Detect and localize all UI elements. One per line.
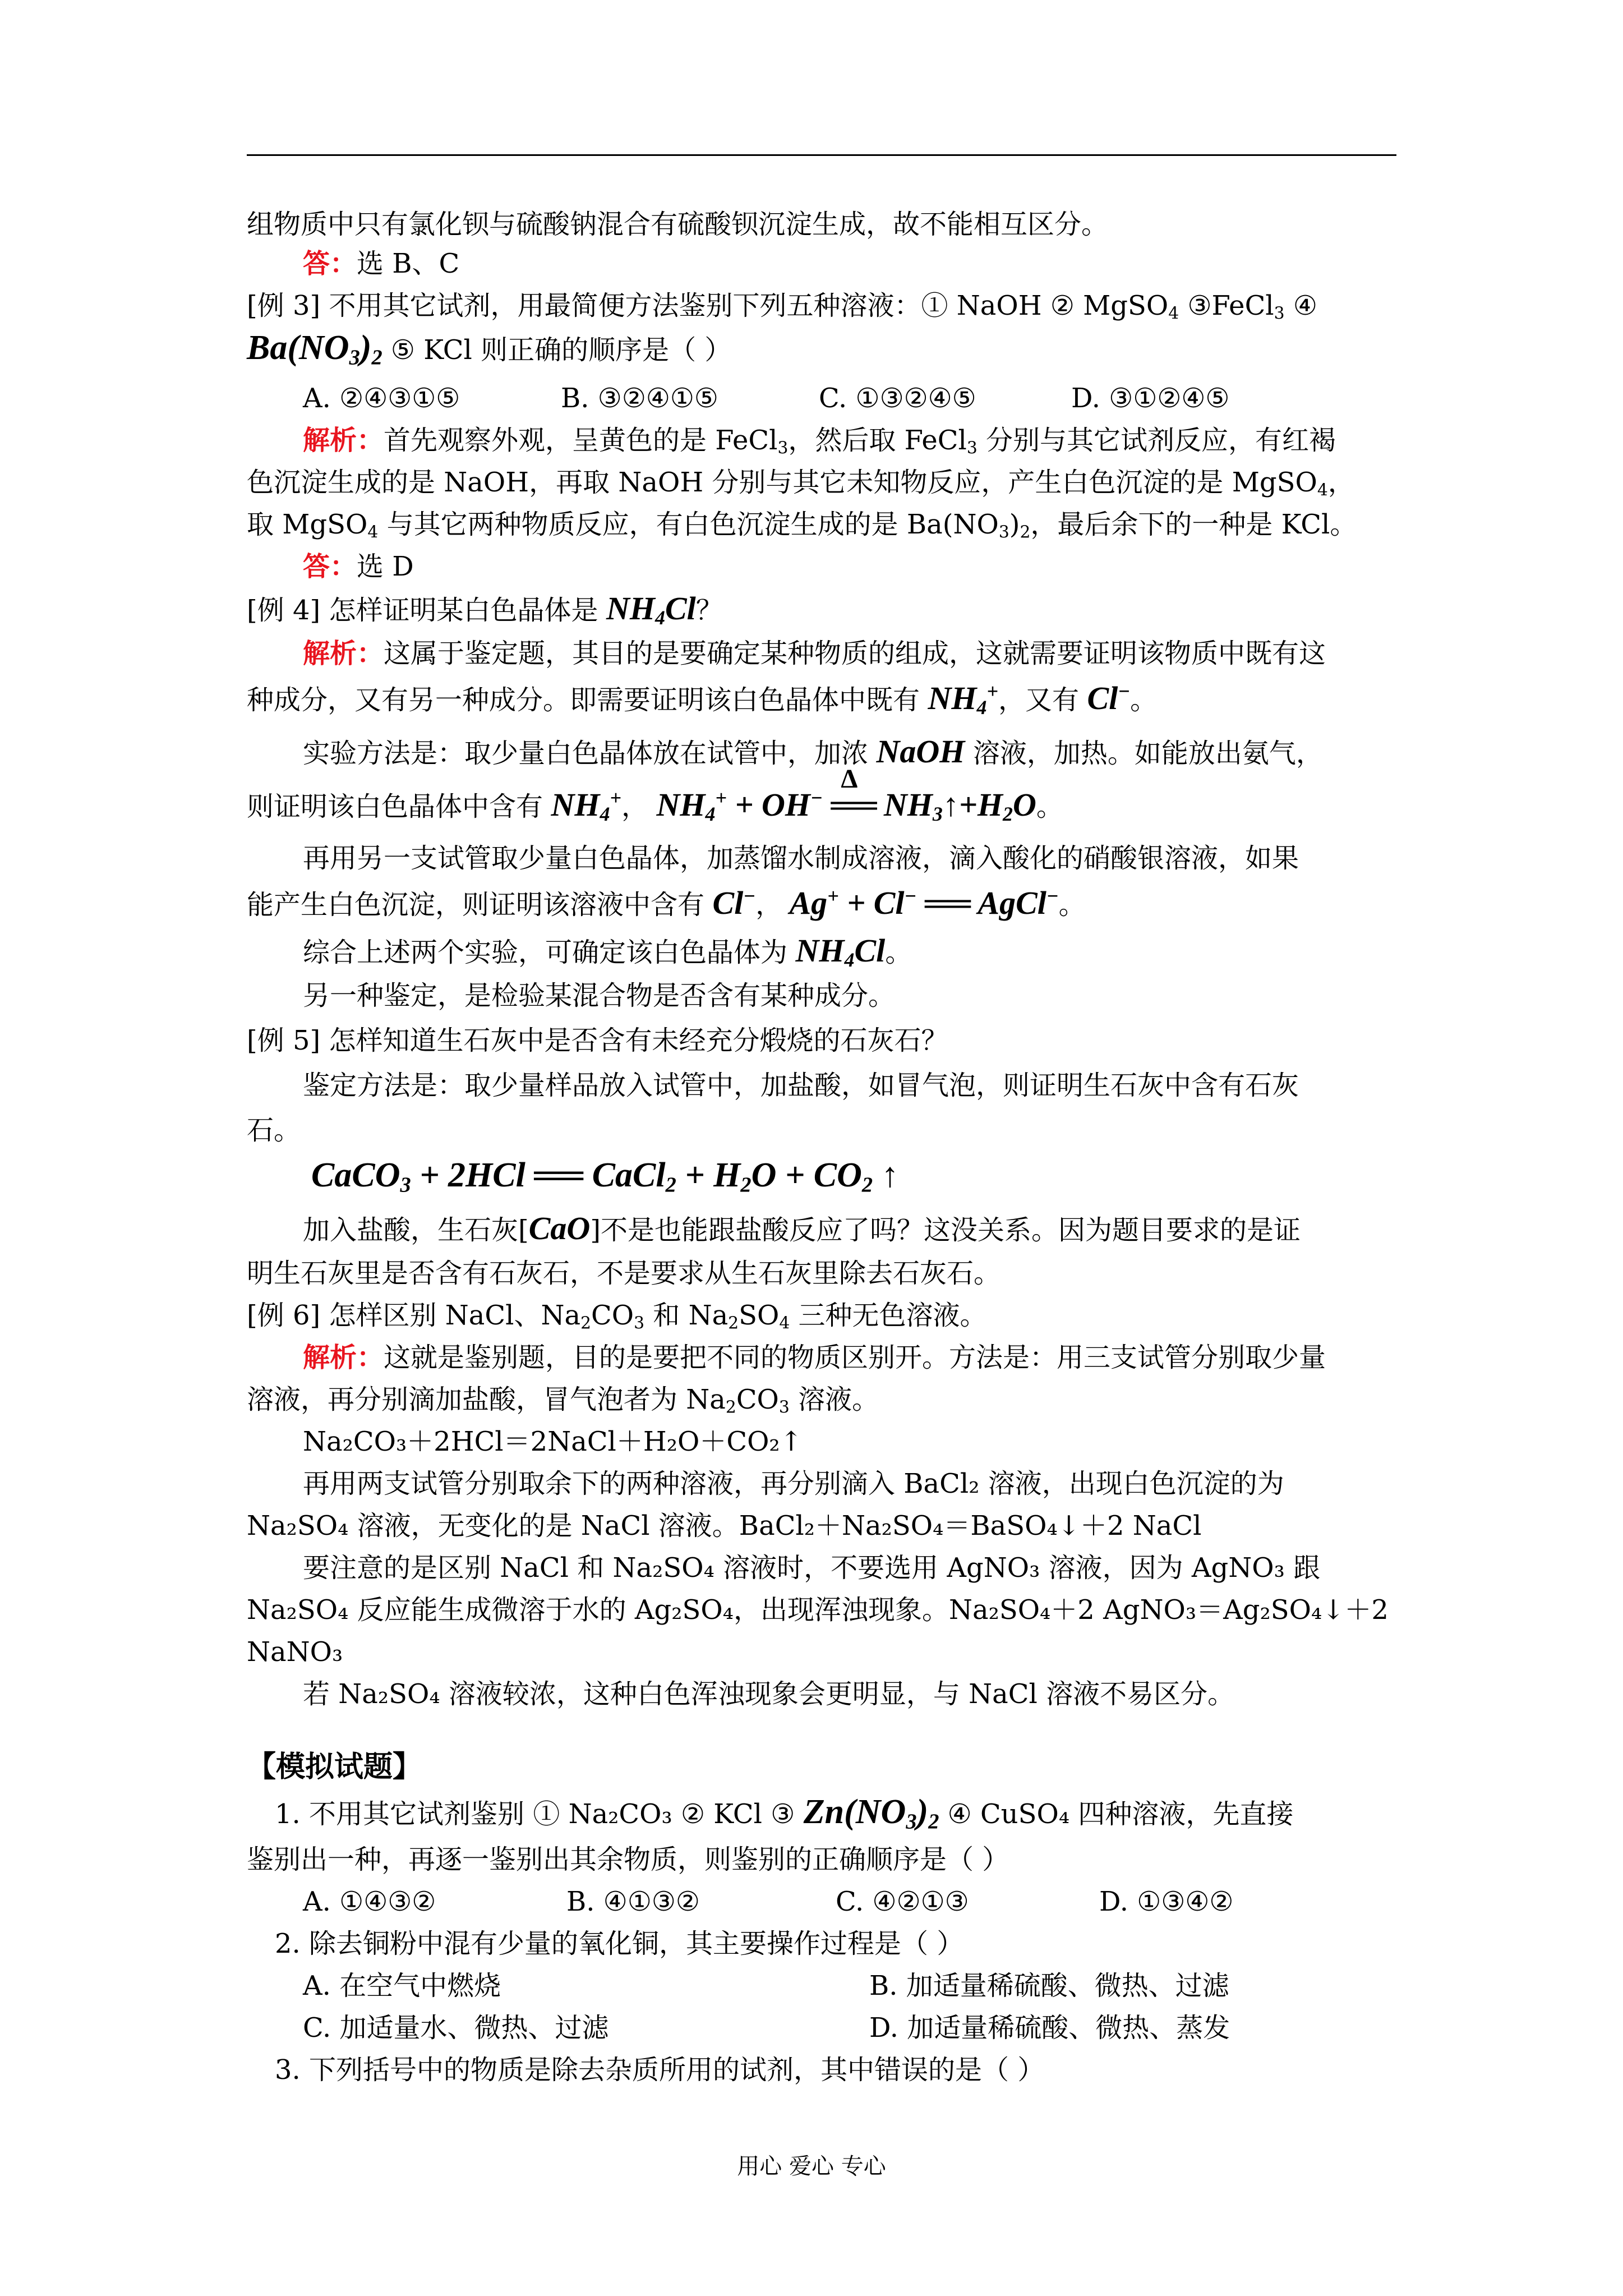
answer-line: 答：选 D (303, 551, 414, 582)
example-3-analysis: 解析：首先观察外观，呈黄色的是 FeCl$_3$，然后取 FeCl$_3$ 分别与其它试剂反应，有红褐 (303, 425, 1336, 458)
question-3: 3. 下列括号中的物质是除去杂质所用的试剂，其中错误的是（ ） (275, 2054, 1045, 2086)
section-heading: 【模拟试题】 (247, 1750, 422, 1784)
text-line: 综合上述两个实验，可确定该白色晶体为 $NH_4Cl$。 (303, 932, 912, 971)
equation: CaCO$_3$ + 2HCl ══ CaCl$_2$ + $H_2O + CO_2$ ↑ (311, 1156, 899, 1197)
text-line: 鉴定方法是：取少量样品放入试管中，加盐酸，如冒气泡，则证明生石灰中含有石灰 (303, 1070, 1299, 1101)
example-6-analysis: 解析：这就是鉴别题，目的是要把不同的物质区别开。方法是：用三支试管分别取少量 (303, 1342, 1326, 1373)
text-line: 明生石灰里是否含有石灰石，不是要求从生石灰里除去石灰石。 (247, 1258, 1001, 1289)
text-line: 再用两支试管分别取余下的两种溶液，再分别滴入 BaCl₂ 溶液，出现白色沉淀的为 (303, 1468, 1284, 1499)
page-footer: 用心 爱心 专心 (737, 2154, 886, 2179)
text-line: 组物质中只有氯化钡与硫酸钠混合有硫酸钡沉淀生成，故不能相互区分。 (247, 209, 1109, 240)
example-3-title-cont: $Ba(NO_3)_2$ ⑤ KCl 则正确的顺序是（ ） (247, 329, 732, 370)
text-line: 则证明该白色晶体中含有 $NH_4^+$， $NH_4^+ + OH^-$ Δ ══ $NH_3↑+H_2O$。 (247, 764, 1063, 825)
text-line: 溶液，再分别滴加盐酸，冒气泡者为 $Na_2CO_3$ 溶液。 (247, 1384, 879, 1418)
answer-line: 答：选 B、C (303, 248, 460, 279)
example-4-analysis: 解析：这属于鉴定题，其目的是要确定某种物质的组成，这就需要证明该物质中既有这 (303, 638, 1326, 669)
example-3-options: A. ②④③①⑤ B. ③②④①⑤ C. ①③②④⑤ D. ③①②④⑤ (303, 383, 1230, 414)
text-line: 鉴别出一种，再逐一鉴别出其余物质，则鉴别的正确顺序是（ ） (247, 1844, 1009, 1875)
equation: Na₂CO₃＋2HCl＝2NaCl＋H₂O＋CO₂↑ (303, 1426, 803, 1457)
text-line: 石。 (247, 1115, 301, 1146)
text-line: Na₂SO₄ 反应能生成微溶于水的 Ag₂SO₄，出现浑浊现象。Na₂SO₄＋2 AgNO₃＝Ag₂SO₄↓＋2 (247, 1594, 1389, 1626)
question-1-options: A. ①④③② B. ④①③② C. ④②①③ D. ①③④② (303, 1886, 1234, 1917)
text-line: 加入盐酸，生石灰[CaO]不是也能跟盐酸反应了吗？这没关系。因为题目要求的是证 (303, 1210, 1301, 1246)
example-5-title: [例 5] 怎样知道生石灰中是否含有未经充分煅烧的石灰石？ (247, 1025, 948, 1056)
header-rule (247, 154, 1396, 156)
text-line: 取 MgSO$_4$ 与其它两种物质反应，有白色沉淀生成的是 $Ba(NO_3)_2$，最后余下的一种是 KCl。 (247, 509, 1357, 542)
text-line: 再用另一支试管取少量白色晶体，加蒸馏水制成溶液，滴入酸化的硝酸银溶液，如果 (303, 843, 1299, 874)
text-line: 要注意的是区别 NaCl 和 Na₂SO₄ 溶液时，不要选用 AgNO₃ 溶液，因为 AgNO₃ 跟 (303, 1552, 1321, 1584)
text-line: 另一种鉴定，是检验某混合物是否含有某种成分。 (303, 980, 896, 1011)
question-2: 2. 除去铜粉中混有少量的氧化铜，其主要操作过程是（ ） (275, 1928, 964, 1959)
text-line: 种成分，又有另一种成分。即需要证明该白色晶体中既有 $NH_4^+$，又有 Cl−。 (247, 680, 1158, 719)
text-line: 实验方法是：取少量白色晶体放在试管中，加浓 NaOH 溶液，加热。如能放出氨气， (303, 733, 1323, 770)
text-line: NaNO₃ (247, 1636, 343, 1668)
question-2-options: C. 加适量水、微热、过滤 D. 加适量稀硫酸、微热、蒸发 (303, 2012, 1230, 2044)
text-line: 能产生白色沉淀，则证明该溶液中含有 Cl−， Ag+ + Cl− ══ AgCl−。 (247, 885, 1086, 921)
example-6-title: [例 6] 怎样区别 NaCl、$Na_2CO_3$ 和 $Na_2SO_4$ 三种无色溶液。 (247, 1300, 987, 1333)
example-3-title: [例 3] 不用其它试剂，用最简便方法鉴别下列五种溶液：① NaOH ② MgSO$_4$ ③FeCl$_3$ ④ (247, 290, 1317, 324)
text-line: 色沉淀生成的是 NaOH，再取 NaOH 分别与其它未知物反应，产生白色沉淀的是 MgSO$_4$， (247, 467, 1355, 500)
text-line: Na₂SO₄ 溶液，无变化的是 NaCl 溶液。BaCl₂＋Na₂SO₄＝BaSO₄↓＋2 NaCl (247, 1510, 1202, 1542)
text-line: 若 Na₂SO₄ 溶液较浓，这种白色浑浊现象会更明显，与 NaCl 溶液不易区分。 (303, 1678, 1235, 1710)
example-4-title: [例 4] 怎样证明某白色晶体是 $NH_4Cl$？ (247, 590, 723, 629)
question-2-options: A. 在空气中燃烧 B. 加适量稀硫酸、微热、过滤 (303, 1970, 1229, 2001)
question-1: 1. 不用其它试剂鉴别 ① Na₂CO₃ ② KCl ③ $Zn(NO_3)_2$ ④ CuSO₄ 四种溶液，先直接 (275, 1793, 1294, 1834)
